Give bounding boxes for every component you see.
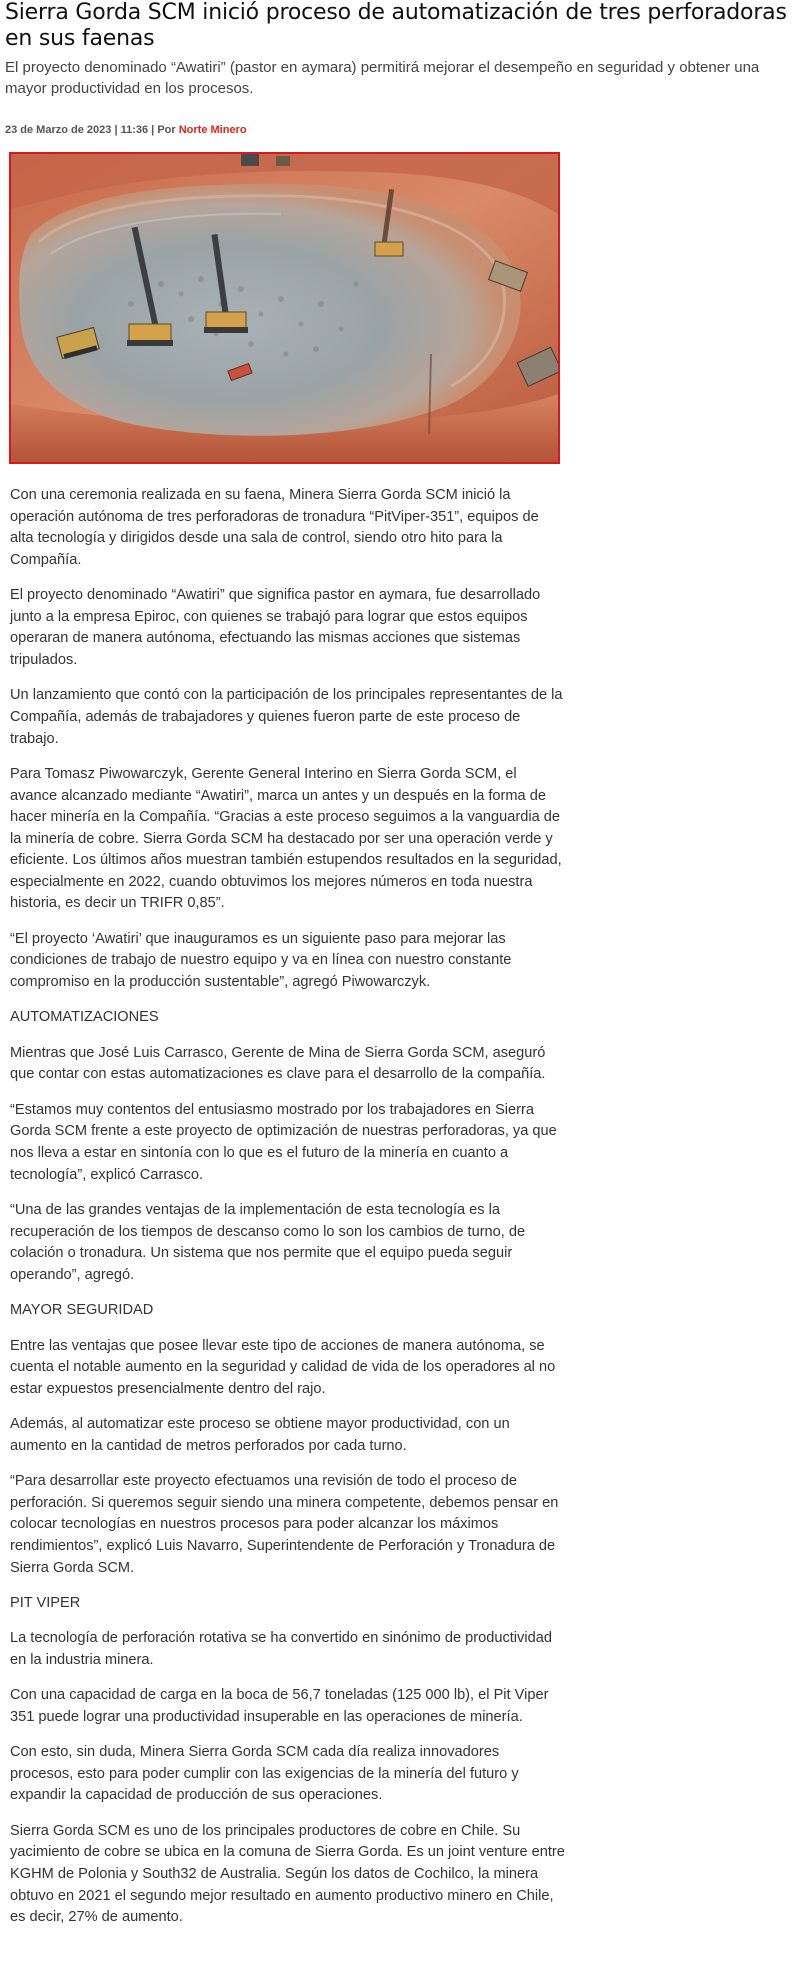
body-paragraph: Además, al automatizar este proceso se obtiene mayor productividad, con un aumento en la cantidad de metros perforados por cada turno. (10, 1416, 510, 1454)
vehicle-top-2-icon (276, 156, 290, 166)
author-link[interactable]: Norte Minero (178, 124, 247, 136)
body-paragraph: Un lanzamiento que contó con la participación de los principales representantes de la Compañía, además de trabajadores y quienes fueron parte de este proceso de trabajo. (10, 687, 563, 747)
vehicle-top-icon (241, 154, 259, 166)
article-meta (0, 123, 808, 137)
body-paragraph: Con esto, sin duda, Minera Sierra Gorda SCM cada día realiza innovadores procesos, esto para poder cumplir con las exigencias de la minería del futuro y expandir la capacidad de producción de sus operaciones. (10, 1744, 519, 1804)
author-prefix: | Por (148, 124, 179, 136)
body-paragraph: El proyecto denominado “Awatiri” que significa pastor en aymara, fue desarrollado junto a la empresa Epiroc, con quienes se trabajó para lograr que estos equipos operaran de manera autónoma, efectuando las mismas acciones que sistemas tripulados. (10, 587, 541, 668)
article (0, 0, 808, 137)
article-body (10, 485, 565, 1943)
body-paragraph: La tecnología de perforación rotativa se ha convertido en sinónimo de productividad en la industria minera. (10, 1630, 552, 1668)
body-paragraph: Mientras que José Luis Carrasco, Gerente de Mina de Sierra Gorda SCM, aseguró que contar con estas automatizaciones es clave para el desarrollo de la compañía. (10, 1044, 546, 1083)
publish-date: 23 de Marzo de 2023 (5, 124, 112, 136)
body-paragraph: “Para desarrollar este proyecto efectuamos una revisión de todo el proceso de perforación. Si queremos seguir siendo una minera competente, debemos pensar en colocar tecnologías en nuestros procesos para poder alcanzar los máximos rendimientos”, explicó Luis Navarro, Superintendente de Perforación y Tronadura de Sierra Gorda SCM. (10, 1473, 559, 1576)
body-paragraph: “Una de las grandes ventajas de la implementación de esta tecnología es la recuperación de los tiempos de descanso como lo son los cambios de turno, de colación o tronadura. Un sistema que nos permite que el equipo pueda seguir operando”, agregó. (10, 1202, 526, 1283)
section-heading: MAYOR SEGURIDAD (10, 1302, 154, 1319)
section-heading: AUTOMATIZACIONES (10, 1009, 159, 1026)
article-title: Sierra Gorda SCM inició proceso de automatización de tres perforadoras en sus faenas (5, 0, 787, 51)
body-paragraph: Entre las ventajas que posee llevar este tipo de acciones de manera autónoma, se cuenta el notable aumento en la seguridad y calidad de vida de los operadores al no estar expuestos presencialmente dentro del rajo. (10, 1337, 556, 1397)
body-paragraph: Con una capacidad de carga en la boca de 56,7 toneladas (125 000 lb), el Pit Viper 351 puede lograr una productividad insuperable en las operaciones de minería. (10, 1687, 549, 1725)
meta-separator: | (111, 124, 121, 136)
publish-time: 11:36 (120, 124, 149, 136)
body-paragraph: Sierra Gorda SCM es uno de los principales productores de cobre en Chile. Su yacimiento de cobre se ubica en la comuna de Sierra Gorda. Es un joint venture entre KGHM de Polonia y South32 de Australia. Según los datos de Cochilco, la minera obtuvo en 2021 el segundo mejor resultado en aumento productivo minero en Chile, es decir, 27% de aumento. (10, 1822, 565, 1926)
body-paragraph: Para Tomasz Piwowarczyk, Gerente General Interino en Sierra Gorda SCM, el avance alcanzado mediante “Awatiri”, marca un antes y un después en la forma de hacer minería en la Compañía. “Gracias a este proceso seguimos a la vanguardia de la minería de cobre. Sierra Gorda SCM ha destacado por ser una operación verde y eficiente. Los últimos años muestran también estupendos resultados en la seguridad, especialmente en 2022, cuando obtuvimos los mejores números en toda nuestra historia, es decir un TRIFR 0,85”. (10, 765, 562, 912)
body-paragraph: “El proyecto ‘Awatiri’ que inauguramos es un siguiente paso para mejorar las condiciones de trabajo de nuestro equipo y va en línea con nuestro constante compromiso en la producción sustentable”, agregó Piwowarczyk. (10, 930, 512, 991)
open-pit-mine-drill-rigs-photo (11, 154, 558, 462)
section-heading: PIT VIPER (10, 1594, 81, 1611)
body-paragraph: Con una ceremonia realizada en su faena, Minera Sierra Gorda SCM inició la operación autónoma de tres perforadoras de tronadura “PitViper-351”, equipos de alta tecnología y dirigidos desde una sala de control, siendo otro hito para la Compañía. (10, 487, 539, 568)
article-lead: El proyecto denominado “Awatiri” (pastor en aymara) permitirá mejorar el desempeño en seguridad y obtener una mayor productividad en los procesos. (5, 59, 760, 97)
article-hero-image (9, 152, 560, 464)
body-paragraph: “Estamos muy contentos del entusiasmo mostrado por los trabajadores en Sierra Gorda SCM frente a este proyecto de optimización de nuestras perforadoras, ya que nos lleva a estar en sintonía con lo que es el futuro de la minería en cuanto a tecnología”, explicó Carrasco. (10, 1101, 557, 1183)
